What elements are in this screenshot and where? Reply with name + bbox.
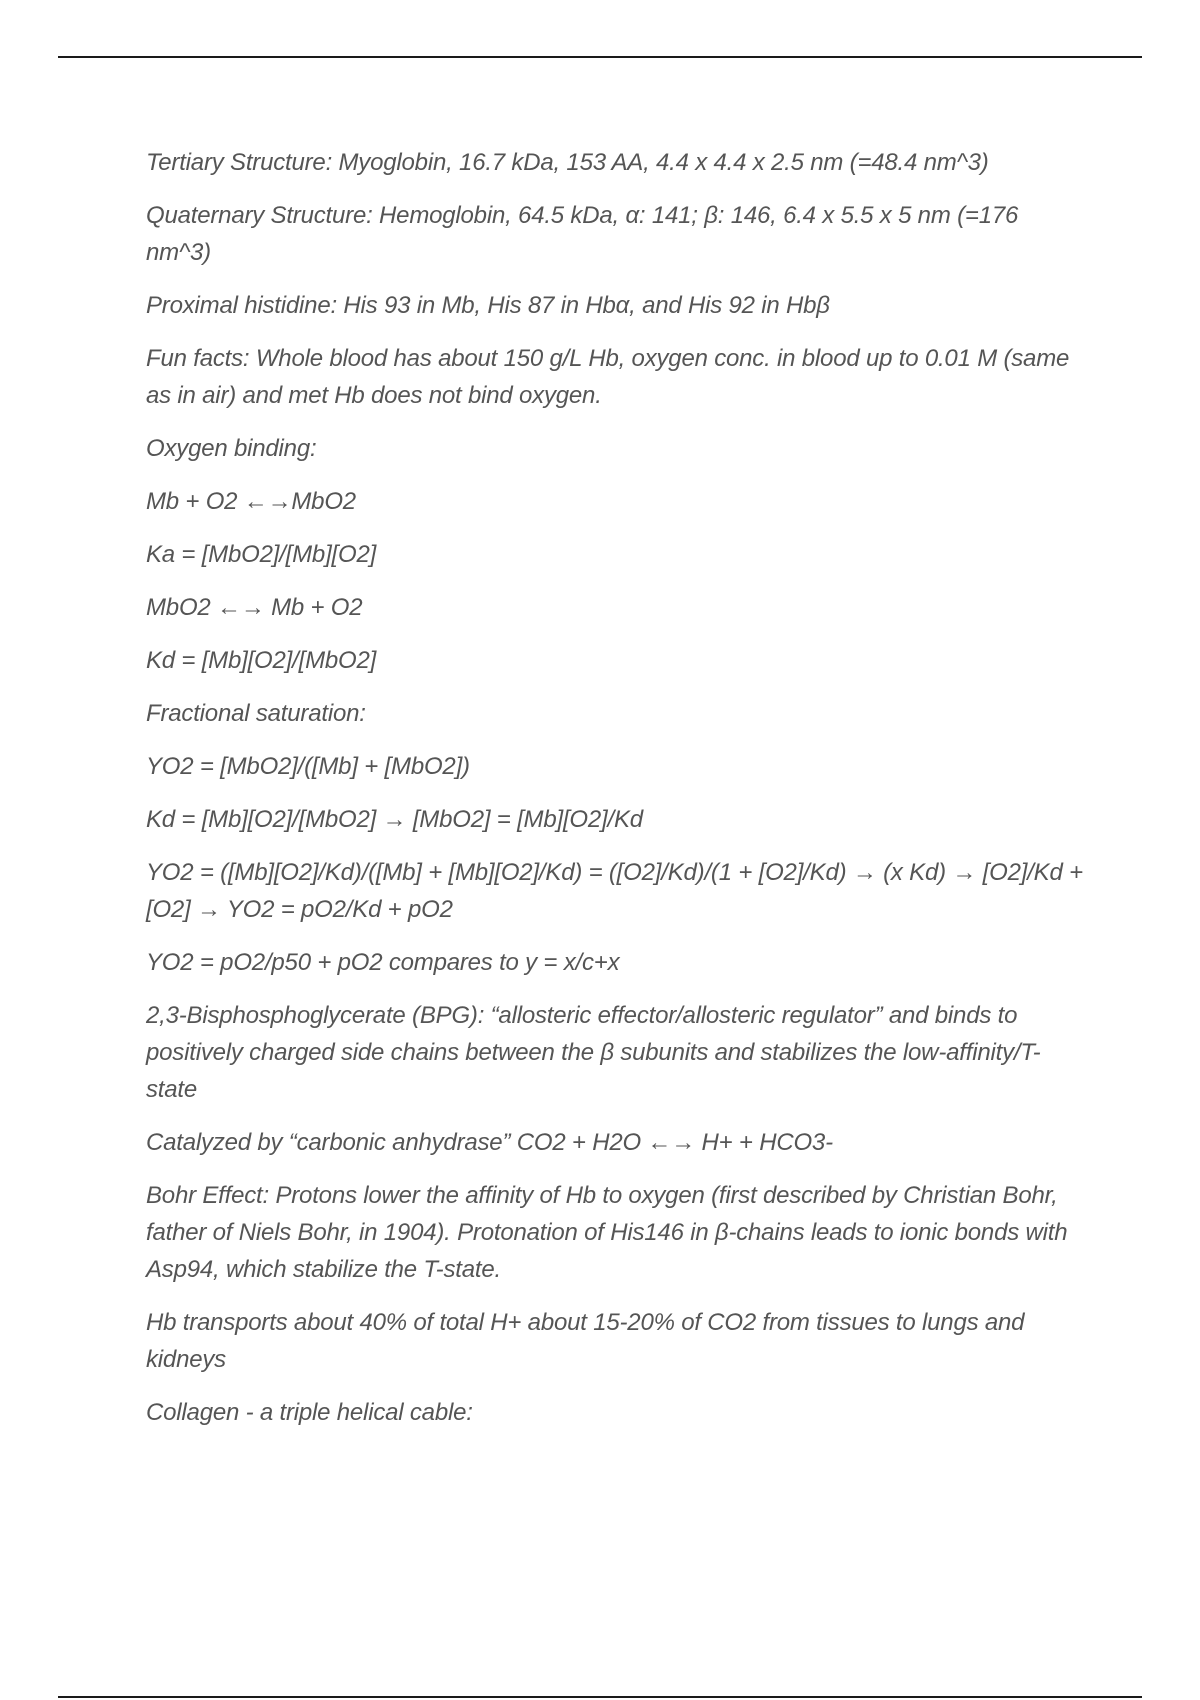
paragraph-tertiary-structure: Tertiary Structure: Myoglobin, 16.7 kDa, 153 AA, 4.4 x 4.4 x 2.5 nm (=48.4 nm^3) (146, 149, 989, 176)
document-body (146, 144, 1086, 1447)
paragraph-bohr-effect: Bohr Effect: Protons lower the affinity of Hb to oxygen (first described by Christian Bohr, father of Niels Bohr, in 1904). Protonation of His146 in β-chains leads to ionic bonds with Asp94, which stabilize the T-state. (146, 1182, 1068, 1283)
paragraph-quaternary-structure: Quaternary Structure: Hemoglobin, 64.5 kDa, α: 141; β: 146, 6.4 x 5.5 x 5 nm (=176 nm^3) (146, 202, 1019, 266)
paragraph-collagen-heading: Collagen - a triple helical cable: (146, 1399, 473, 1426)
equation-kd-rearranged: Kd = [Mb][O2]/[MbO2] → [MbO2] = [Mb][O2]/Kd (146, 806, 643, 833)
equation-yo2-p50: YO2 = pO2/p50 + pO2 compares to y = x/c+x (146, 949, 620, 976)
footer-rule (58, 1696, 1142, 1698)
header-rule (58, 56, 1142, 58)
equation-yo2-derivation: YO2 = ([Mb][O2]/Kd)/([Mb] + [Mb][O2]/Kd) = ([O2]/Kd)/(1 + [O2]/Kd) → (x Kd) → [O2]/Kd + [O2] → YO2 = pO2/Kd + pO2 (146, 859, 1083, 923)
equation-mb-o2-binding: Mb + O2 ←→MbO2 (146, 488, 356, 515)
equation-yo2-definition: YO2 = [MbO2]/([Mb] + [MbO2]) (146, 753, 470, 780)
paragraph-carbonic-anhydrase: Catalyzed by “carbonic anhydrase” CO2 + H2O ←→ H+ + HCO3- (146, 1129, 833, 1156)
paragraph-fractional-saturation-heading: Fractional saturation: (146, 700, 366, 727)
paragraph-fun-facts: Fun facts: Whole blood has about 150 g/L Hb, oxygen conc. in blood up to 0.01 M (same as in air) and met Hb does not bind oxygen. (146, 345, 1070, 409)
paragraph-proximal-histidine: Proximal histidine: His 93 in Mb, His 87 in Hbα, and His 92 in Hbβ (146, 292, 830, 319)
equation-mbo2-dissociation: MbO2 ←→ Mb + O2 (146, 594, 363, 621)
equation-kd: Kd = [Mb][O2]/[MbO2] (146, 647, 377, 674)
paragraph-oxygen-binding-heading: Oxygen binding: (146, 435, 317, 462)
equation-ka: Ka = [MbO2]/[Mb][O2] (146, 541, 377, 568)
paragraph-bpg: 2,3-Bisphosphoglycerate (BPG): “allosteric effector/allosteric regulator” and binds to positively charged side chains between the β subunits and stabilizes the low-affinity/T-state (146, 1002, 1041, 1103)
paragraph-hb-transport: Hb transports about 40% of total H+ about 15-20% of CO2 from tissues to lungs and kidneys (146, 1309, 1025, 1373)
